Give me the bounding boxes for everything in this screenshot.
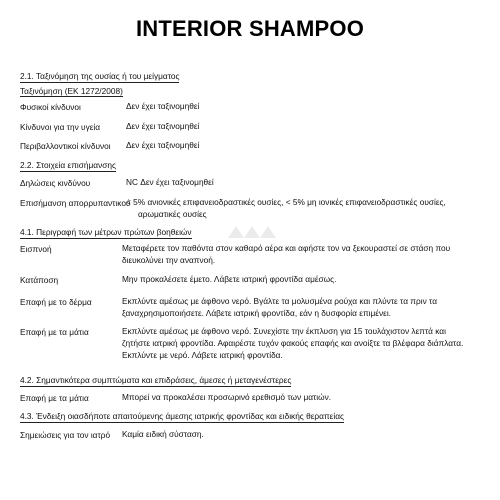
- health-hazards-label: Κίνδυνοι για την υγεία: [20, 122, 101, 132]
- inhalation-label: Εισπνοή: [20, 244, 52, 254]
- environmental-hazards-label: Περιβαλλοντικοί κίνδυνοι: [20, 141, 111, 151]
- physical-hazards-value: Δεν έχει ταξινομηθεί: [126, 101, 200, 111]
- detergent-labelling-value-line-2: αρωματικές ουσίες: [138, 209, 207, 219]
- faint-logo-watermark-icon: [224, 222, 280, 240]
- notes-for-doctor-label: Σημειώσεις για τον ιατρό: [20, 430, 111, 440]
- notes-for-doctor-value: Καμία ειδική σύσταση.: [122, 429, 204, 439]
- symptoms-eye-contact-value: Μπορεί να προκαλέσει προσωρινό ερεθισμό των ματιών.: [122, 392, 332, 402]
- environmental-hazards-value: Δεν έχει ταξινομηθεί: [126, 140, 200, 150]
- section-4-1-heading: 4.1. Περιγραφή των μέτρων πρώτων βοηθειών: [20, 227, 192, 237]
- section-2-1-heading: 2.1. Ταξινόμηση της ουσίας ή του μείγματος: [20, 71, 180, 81]
- hazard-statements-value: NC Δεν έχει ταξινομηθεί: [126, 177, 214, 187]
- skin-contact-value-line-2: ξαναχρησιμοποιήσετε. Λάβετε ιατρική φροντίδα, εάν η δυσφορία επιμένει.: [122, 308, 391, 318]
- eye-contact-label: Επαφή με τα μάτια: [20, 327, 89, 337]
- skin-contact-label: Επαφή με το δέρμα: [20, 297, 92, 307]
- inhalation-value-line-1: Μεταφέρετε τον παθόντα στον καθαρό αέρα και αφήστε τον να ξεκουραστεί σε στάση που: [122, 243, 451, 253]
- eye-contact-value-line-3: Εκπλύντε με νερό. Λάβετε ιατρική φροντίδα.: [122, 350, 283, 360]
- section-4-2-heading: 4.2. Σημαντικότερα συμπτώματα και επιδράσεις, άμεσες ή μεταγενέστερες: [20, 375, 292, 385]
- detergent-labelling-label: Επισήμανση απορρυπαντικού: [20, 198, 131, 208]
- symptoms-eye-contact-label: Επαφή με τα μάτια: [20, 393, 89, 403]
- eye-contact-value-line-1: Εκπλύντε αμέσως με άφθονο νερό. Συνεχίστε την έκπλυση για 15 τουλάχιστον λεπτά και: [122, 326, 446, 336]
- skin-contact-value-line-1: Εκπλύντε αμέσως με άφθονο νερό. Βγάλτε τα μολυσμένα ρούχα και πλύντε τα πριν τα: [122, 296, 437, 306]
- section-4-3-heading: 4.3. Ένδειξη οιασδήποτε απαιτούμενης άμεσης ιατρικής φροντίδας και ειδικής θεραπείας: [20, 411, 345, 421]
- physical-hazards-label: Φυσικοί κίνδυνοι: [20, 102, 81, 112]
- section-2-1-subheading: Ταξινόμηση (ΕΚ 1272/2008): [20, 86, 123, 96]
- detergent-labelling-value-line-1: < 5% ανιονικές επιφανειοδραστικές ουσίες, < 5% μη ιονικές επιφανειοδραστικές ουσίες,: [126, 197, 446, 207]
- ingestion-label: Κατάποση: [20, 275, 59, 285]
- eye-contact-value-line-2: ζητήστε ιατρική φροντίδα. Αφαιρέστε τυχόν φακούς επαφής και ανοίξτε τα βλέφαρα διάπλατα.: [122, 338, 464, 348]
- document-title: INTERIOR SHAMPOO: [135, 16, 365, 41]
- inhalation-value-line-2: διευκολύνει την αναπνοή.: [122, 255, 216, 265]
- section-2-2-heading: 2.2. Στοιχεία επισήμανσης: [20, 160, 116, 170]
- health-hazards-value: Δεν έχει ταξινομηθεί: [126, 121, 200, 131]
- hazard-statements-label: Δηλώσεις κινδύνου: [20, 178, 91, 188]
- ingestion-value: Μην προκαλέσετε έμετο. Λάβετε ιατρική φροντίδα αμέσως.: [122, 274, 337, 284]
